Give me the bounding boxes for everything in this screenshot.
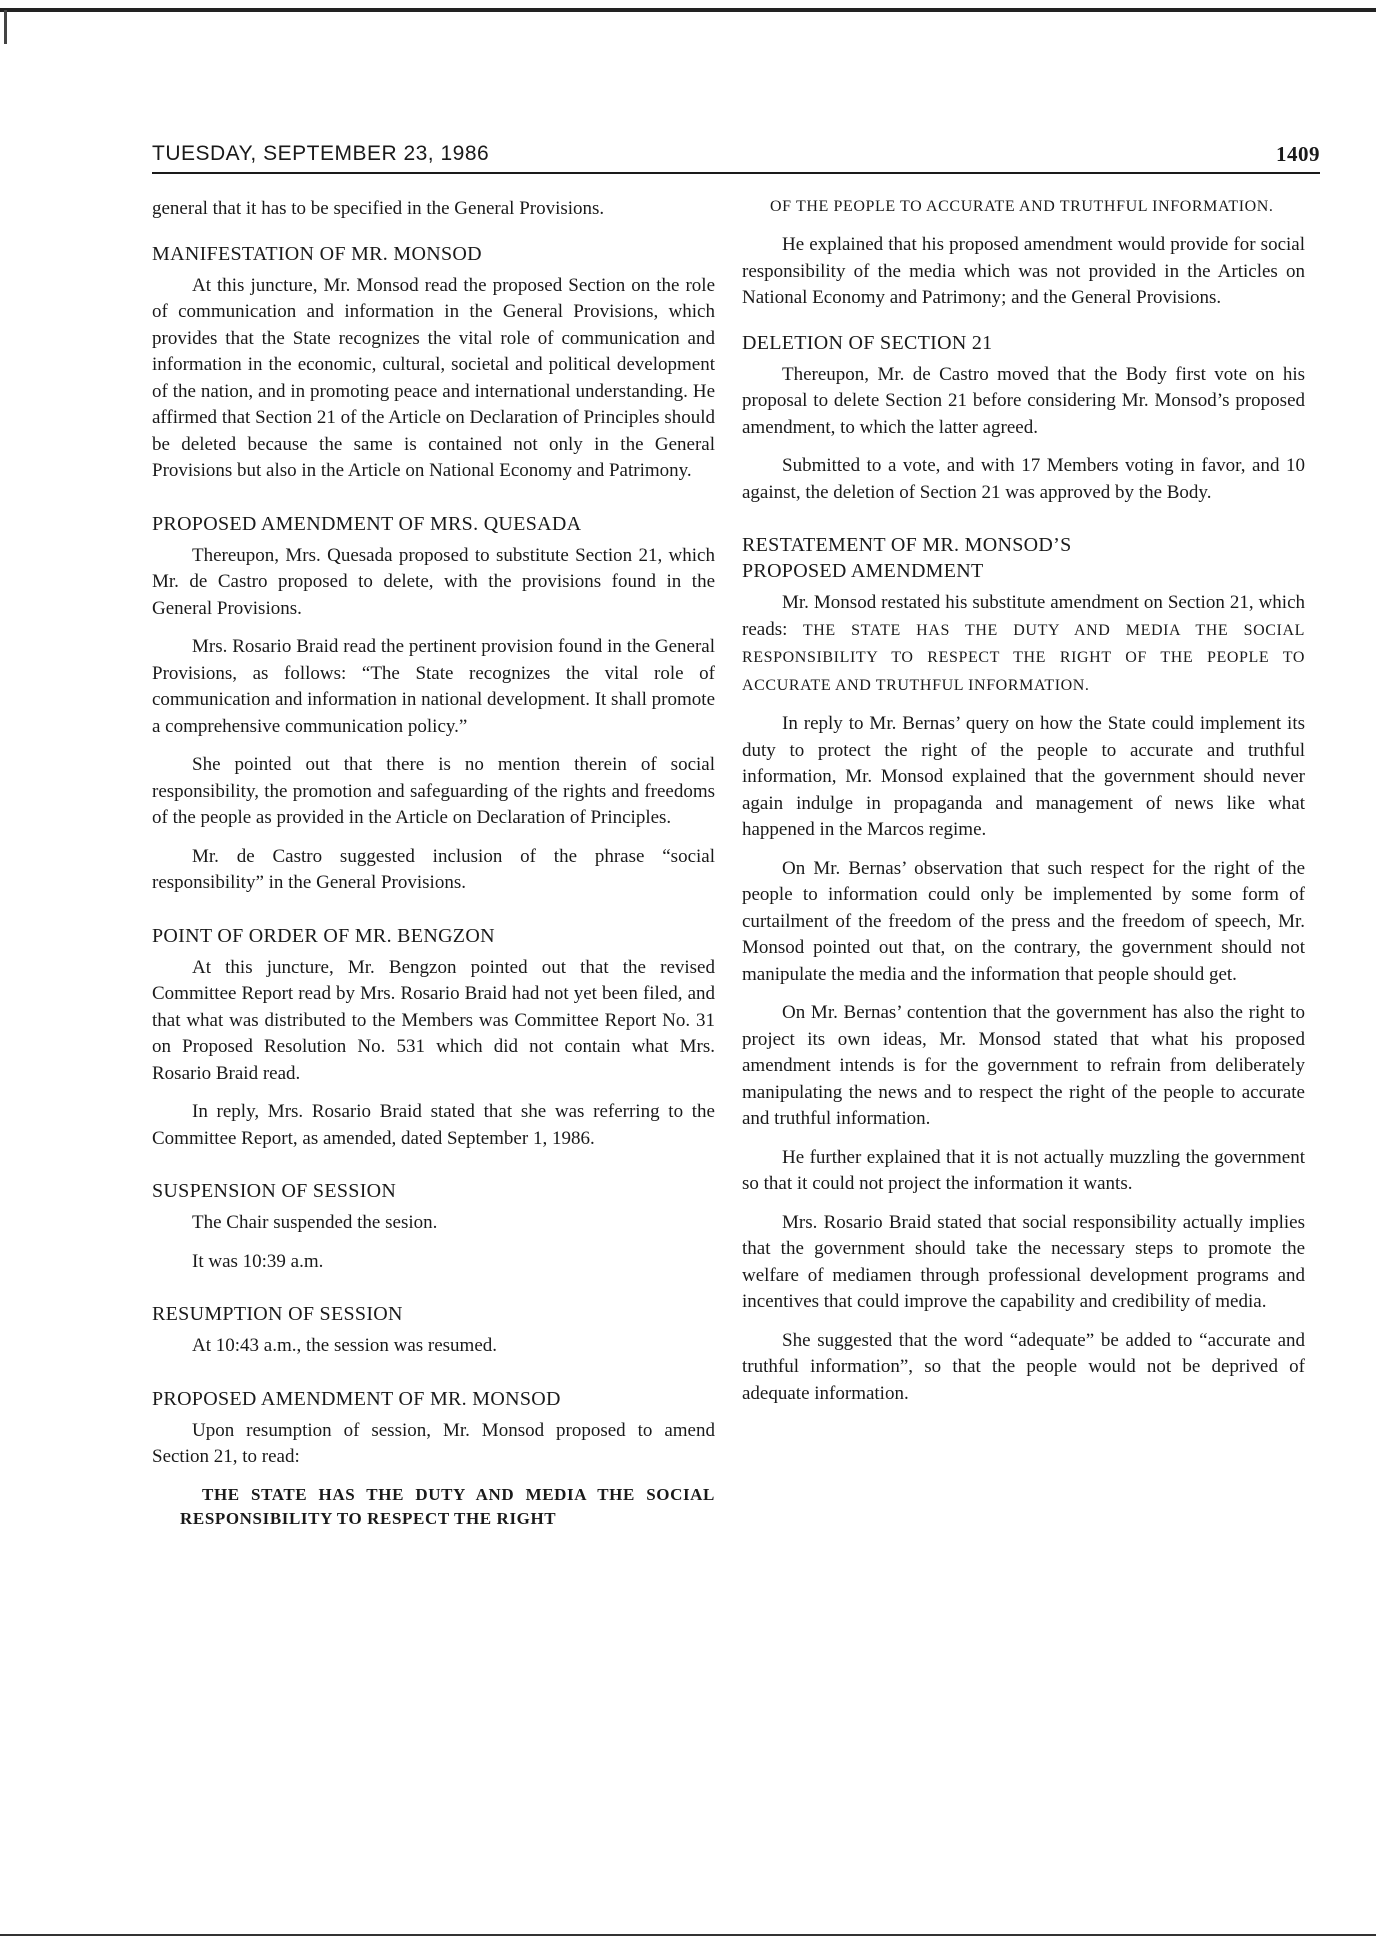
section-heading: PROPOSED AMENDMENT OF MR. MONSOD bbox=[152, 1387, 561, 1410]
paragraph: In reply to Mr. Bernas’ query on how the State could implement its duty to protect the right of the people to accurate and truthful information, Mr. Monsod explained that the government should never again indulge in propaganda and management of news like what happened in the Marcos regime. bbox=[742, 713, 1305, 840]
amendment-quote: THE STATE HAS THE DUTY AND MEDIA THE SOCIAL RESPONSIBILITY TO RESPECT THE RIGHT bbox=[180, 1484, 715, 1528]
margin-mark bbox=[4, 10, 7, 44]
paragraph: general that it has to be specified in the General Provisions. bbox=[152, 198, 605, 219]
paragraph: The Chair suspended the sesion. bbox=[192, 1212, 438, 1233]
left-column bbox=[152, 196, 715, 1531]
page-date: TUESDAY, SEPTEMBER 23, 1986 bbox=[152, 142, 490, 165]
paragraph: It was 10:39 a.m. bbox=[192, 1250, 324, 1272]
paragraph: At 10:43 a.m., the session was resumed. bbox=[192, 1335, 498, 1356]
paragraph: At this juncture, Mr. Bengzon pointed out that the revised Committee Report read by Mrs. Rosario Braid had not yet been filed, and that what was distributed to the Members was Committee Report No. 31 on Proposed Resolution No. 531 which did not contain what Mrs. Rosario Braid read. bbox=[152, 956, 715, 1084]
paragraph: Upon resumption of session, Mr. Monsod proposed to amend Section 21, to read: bbox=[152, 1419, 715, 1467]
section-heading bbox=[742, 532, 1305, 584]
paragraph: He explained that his proposed amendment would provide for social responsibility of the media which was not provided in the Articles on National Economy and Patrimony; and the General Provisions. bbox=[742, 234, 1305, 308]
top-rule bbox=[0, 8, 1376, 12]
section-heading: DELETION OF SECTION 21 bbox=[742, 331, 993, 354]
paragraph-intro: Mr. Monsod restated his substitute amendment on Section 21, which reads: bbox=[742, 592, 1305, 640]
bottom-rule bbox=[0, 1934, 1376, 1936]
paragraph: Thereupon, Mrs. Quesada proposed to substitute Section 21, which Mr. de Castro proposed to delete, with the provisions found in the General Provisions. bbox=[152, 544, 715, 619]
paragraph: Mrs. Rosario Braid stated that social responsibility actually implies that the government should take the necessary steps to promote the welfare of mediamen through professional development programs and incentives that could improve the capability and credibility of media. bbox=[742, 1211, 1305, 1312]
page-number: 1409 bbox=[1276, 142, 1320, 166]
paragraph: Mrs. Rosario Braid read the pertinent provision found in the General Provisions, as follows: “The State recognizes the vital role of communication and information in national development. It shall promote a comprehensive communication policy.” bbox=[152, 636, 716, 737]
paragraph: He further explained that it is not actually muzzling the government so that it could not project the information it wants. bbox=[742, 1146, 1305, 1194]
section-heading: RESUMPTION OF SESSION bbox=[152, 1303, 403, 1325]
right-column bbox=[742, 196, 1305, 1419]
section-heading: SUSPENSION OF SESSION bbox=[152, 1180, 397, 1202]
section-heading: PROPOSED AMENDMENT OF MRS. QUESADA bbox=[152, 512, 582, 535]
paragraph: On Mr. Bernas’ contention that the government has also the right to project its own ideas, Mr. Monsod stated that what his proposed amendment intends is for the government to refrain from deliberately manipulating the news and to respect the right of the people to accurate and truthful information. bbox=[742, 1002, 1305, 1129]
paragraph: She pointed out that there is no mention therein of social responsibility, the promotion and safeguarding of the rights and freedoms of the people as provided in the Article on Declaration of Principles. bbox=[152, 754, 715, 828]
amendment-text: THE STATE HAS THE DUTY AND MEDIA THE SOCIAL RESPONSIBILITY TO RESPECT THE RIGHT OF THE PEOPLE TO ACCURATE AND TRUTHFUL INFORMATION. bbox=[742, 621, 1306, 694]
section-heading: MANIFESTATION OF MR. MONSOD bbox=[152, 242, 482, 265]
section-heading-line: RESTATEMENT OF MR. MONSOD’S bbox=[742, 534, 1072, 556]
paragraph: Mr. de Castro suggested inclusion of the phrase “social responsibility” in the General Provisions. bbox=[152, 845, 715, 893]
paragraph: Thereupon, Mr. de Castro moved that the Body first vote on his proposal to delete Section 21 before considering Mr. Monsod’s proposed amendment, to which the latter agreed. bbox=[742, 363, 1305, 438]
paragraph: In reply, Mrs. Rosario Braid stated that she was referring to the Committee Report, as amended, dated September 1, 1986. bbox=[152, 1101, 715, 1149]
section-heading-line: PROPOSED AMENDMENT bbox=[742, 560, 984, 582]
paragraph: On Mr. Bernas’ observation that such respect for the right of the people to information could only be implemented by some form of curtailment of the freedom of the press and the freedom of speech, Mr. Monsod pointed out that, on the contrary, the government should not manipulate the media and the information that people should get. bbox=[742, 857, 1305, 985]
paragraph: At this juncture, Mr. Monsod read the proposed Section on the role of communication and information in the General Provisions, which provides that the State recognizes the vital role of communication and information in the economic, cultural, societal and political development of the nation, and in promoting peace and international understanding. He affirmed that Section 21 of the Article on Declaration of Principles should be deleted because the same is contained not only in the General Provisions but also in the Article on National Economy and Patrimony. bbox=[152, 274, 715, 481]
paragraph: Submitted to a vote, and with 17 Members voting in favor, and 10 against, the deletion of Section 21 was approved by the Body. bbox=[742, 455, 1305, 503]
section-heading: POINT OF ORDER OF MR. BENGZON bbox=[152, 924, 495, 947]
page-header bbox=[152, 140, 1320, 174]
paragraph: She suggested that the word “adequate” be added to “accurate and truthful information”, so that the people would not be deprived of adequate information. bbox=[742, 1329, 1305, 1404]
paragraph bbox=[742, 590, 1305, 699]
amendment-quote-continued: OF THE PEOPLE TO ACCURATE AND TRUTHFUL INFORMATION. bbox=[770, 198, 1274, 215]
